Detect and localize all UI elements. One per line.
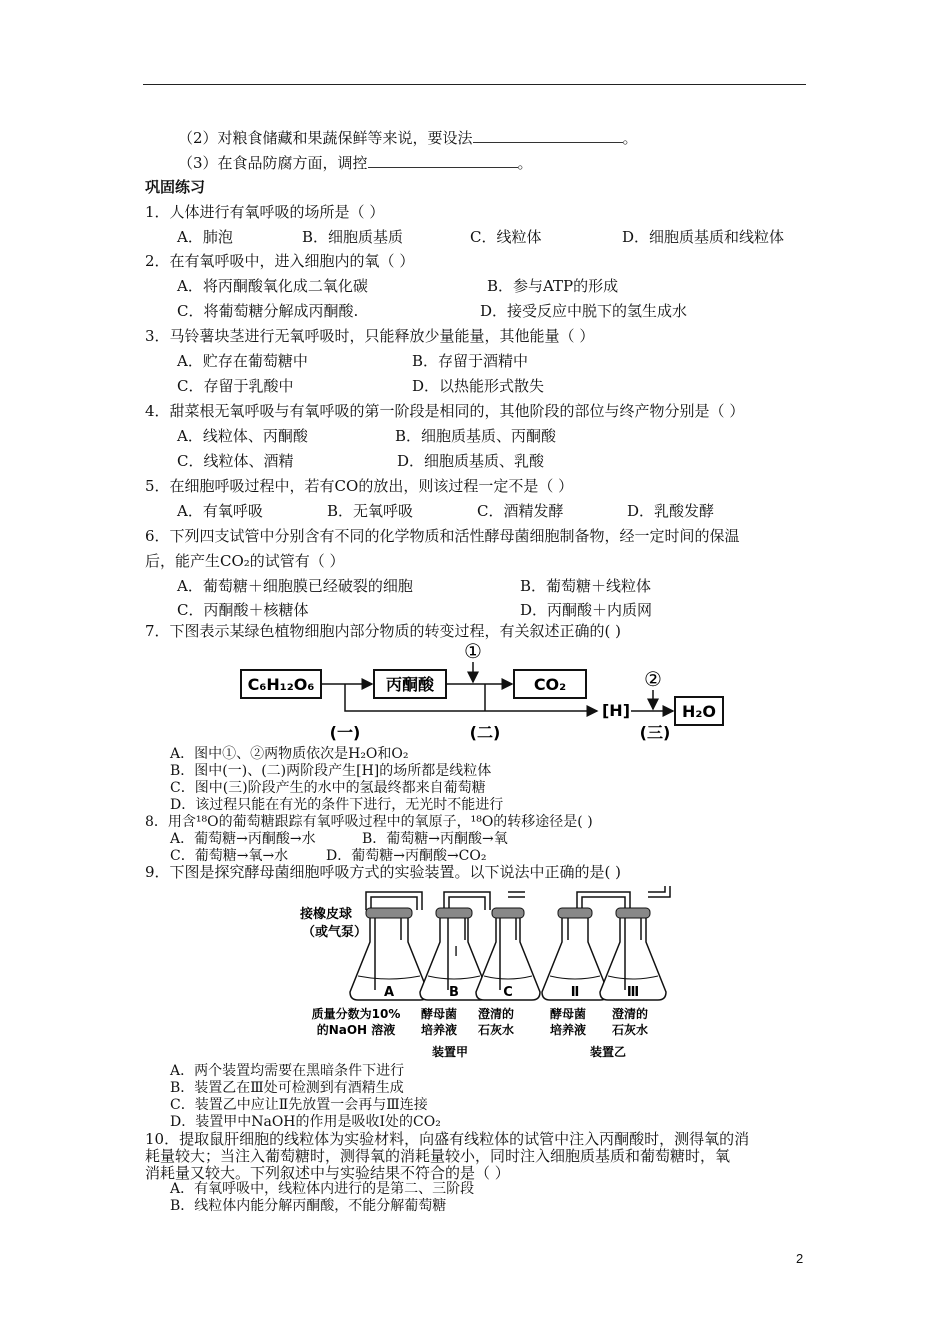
question-6-stem: 后，能产生CO₂的试管有（ ） (145, 552, 345, 570)
option: A．葡萄糖→丙酮酸→水 (170, 831, 316, 847)
question-1-stem: 1．人体进行有氧呼吸的场所是（ ） (145, 203, 385, 221)
option: B．葡萄糖＋线粒体 (520, 577, 652, 595)
flask-label-c: C (503, 985, 513, 1000)
option: D．接受反应中脱下的氢生成水 (480, 302, 688, 320)
section-title: 巩固练习 (145, 178, 206, 196)
flask-label-iii: Ⅲ (626, 985, 640, 1000)
tube (577, 892, 630, 910)
question-10-stem: 耗量较大；当注入葡萄糖时，测得氧的消耗量较小，同时注入细胞质基质和葡萄糖时，氧 (145, 1147, 731, 1165)
option: A．图中①、②两物质依次是H₂O和O₂ (170, 746, 409, 762)
option: D．该过程只能在有光的条件下进行，无光时不能进行 (170, 797, 504, 813)
option: C．存留于乳酸中 (177, 377, 294, 395)
intro-text: （3）在食品防腐方面，调控 (178, 154, 368, 172)
option: C．线粒体 (470, 228, 542, 246)
option: B．存留于酒精中 (412, 352, 529, 370)
stage-2: (二) (469, 723, 501, 742)
respiration-diagram (235, 640, 735, 745)
co2-label: CO₂ (533, 675, 567, 694)
option: C．葡萄糖→氧→水 (170, 848, 289, 864)
option: C．丙酮酸＋核糖体 (177, 601, 309, 619)
option: D．细胞质基质、乳酸 (397, 452, 545, 470)
option: A．有氧呼吸中，线粒体内进行的是第二、三阶段 (170, 1181, 475, 1197)
option: B．参与ATP的形成 (487, 277, 619, 295)
flask-label-b: B (449, 985, 459, 1000)
option: C．线粒体、酒精 (177, 452, 294, 470)
marker-i: Ⅰ (454, 945, 458, 960)
tube (444, 892, 490, 910)
caption: 的NaOH 溶液 (316, 1023, 396, 1037)
option: B．葡萄糖→丙酮酸→氧 (362, 831, 508, 847)
answer-blank[interactable] (473, 128, 623, 143)
caption: 培养液 (549, 1023, 587, 1037)
question-10-stem: 10．提取鼠肝细胞的线粒体为实验材料，向盛有线粒体的试管中注入丙酮酸时，测得氧的消 (145, 1130, 750, 1148)
marker-1: ① (464, 640, 482, 663)
intro-line-3 (178, 153, 533, 172)
option: B．装置乙在Ⅲ处可检测到有酒精生成 (170, 1080, 404, 1096)
option: C．装置乙中应让Ⅱ先放置一会再与Ⅲ连接 (170, 1097, 428, 1113)
question-10-stem: 消耗量又较大。下列叙述中与实验结果不符合的是（ ） (145, 1164, 510, 1182)
question-9-stem: 9．下图是探究酵母菌细胞呼吸方式的实验装置。以下说法中正确的是( ) (145, 863, 622, 881)
stage-1: (一) (329, 723, 361, 742)
question-2-stem: 2．在有氧呼吸中，进入细胞内的氧（ ） (145, 252, 415, 270)
option: B．细胞质基质、丙酮酸 (395, 427, 557, 445)
option: C．图中(三)阶段产生的水中的氢最终都来自葡萄糖 (170, 780, 486, 796)
option: A．葡萄糖＋细胞膜已经破裂的细胞 (177, 577, 413, 595)
option: B．细胞质基质 (302, 228, 404, 246)
caption: 培养液 (420, 1023, 458, 1037)
intro-text: （2）对粮食储藏和果蔬保鲜等来说，要设法 (178, 129, 473, 147)
caption: 石灰水 (611, 1023, 649, 1037)
option: B．无氧呼吸 (327, 502, 414, 520)
answer-blank[interactable] (368, 153, 518, 168)
flask-label-ii: Ⅱ (570, 985, 580, 1000)
question-5-stem: 5．在细胞呼吸过程中，若有CO的放出，则该过程一定不是（ ） (145, 477, 574, 495)
option: C．将葡萄糖分解成丙酮酸. (177, 302, 359, 320)
marker-2: ② (644, 667, 662, 691)
page-number: 2 (796, 1251, 804, 1266)
question-7-stem: 7．下图表示某绿色植物细胞内部分物质的转变过程，有关叙述正确的( ) (145, 622, 622, 640)
caption: 澄清的 (477, 1007, 515, 1021)
caption: 石灰水 (477, 1023, 515, 1037)
option: A．将丙酮酸氧化成二氧化碳 (177, 277, 368, 295)
flask-label-a: A (383, 985, 395, 1000)
caption: 质量分数为10% (311, 1007, 401, 1021)
device-b-label: 装置乙 (589, 1045, 627, 1059)
option: D．丙酮酸＋内质网 (520, 601, 653, 619)
option: D．乳酸发酵 (627, 502, 715, 520)
option: C．酒精发酵 (477, 502, 564, 520)
option: A．贮存在葡萄糖中 (177, 352, 308, 370)
tube (508, 892, 525, 897)
caption: 酵母菌 (420, 1007, 458, 1021)
question-6-stem: 6．下列四支试管中分别含有不同的化学物质和活性酵母菌细胞制备物，经一定时间的保温 (145, 527, 740, 545)
option: A．肺泡 (177, 228, 233, 246)
option: D．装置甲中NaOH的作用是吸收Ⅰ处的CO₂ (170, 1114, 441, 1130)
stage-3: (三) (639, 723, 671, 742)
pump-label: 接橡皮球 (300, 907, 353, 922)
intro-text: 。 (517, 154, 533, 172)
intro-line-2 (178, 128, 638, 147)
option: D．细胞质基质和线粒体 (622, 228, 785, 246)
h-label: [H] (601, 701, 631, 720)
tube (648, 886, 670, 897)
option: A．有氧呼吸 (177, 502, 263, 520)
option: D．葡萄糖→丙酮酸→CO₂ (326, 848, 487, 864)
question-3-stem: 3．马铃薯块茎进行无氧呼吸时，只能释放少量能量，其他能量（ ） (145, 327, 595, 345)
intro-text: 。 (622, 129, 638, 147)
glucose-label: C₆H₁₂O₆ (247, 675, 315, 694)
header-rule (143, 84, 806, 85)
pump-label: （或气泵） (302, 925, 368, 940)
option: A．线粒体、丙酮酸 (177, 427, 308, 445)
pyruvate-label: 丙酮酸 (385, 675, 435, 694)
h2o-label: H₂O (682, 702, 716, 721)
question-4-stem: 4．甜菜根无氧呼吸与有氧呼吸的第一阶段是相同的，其他阶段的部位与终产物分别是（ ） (145, 402, 745, 420)
caption: 澄清的 (611, 1007, 649, 1021)
option: B．图中(一)、(二)两阶段产生[H]的场所都是线粒体 (170, 763, 492, 779)
option: B．线粒体内能分解丙酮酸，不能分解葡萄糖 (170, 1198, 447, 1214)
caption: 酵母菌 (549, 1007, 587, 1021)
tube (366, 892, 422, 910)
yeast-apparatus (300, 880, 680, 1060)
device-a-label: 装置甲 (431, 1045, 469, 1059)
option: A．两个装置均需要在黑暗条件下进行 (170, 1063, 405, 1079)
option: D．以热能形式散失 (412, 377, 545, 395)
question-8-stem: 8．用含¹⁸O的葡萄糖跟踪有氧呼吸过程中的氧原子，¹⁸O的转移途径是( ) (145, 814, 593, 830)
